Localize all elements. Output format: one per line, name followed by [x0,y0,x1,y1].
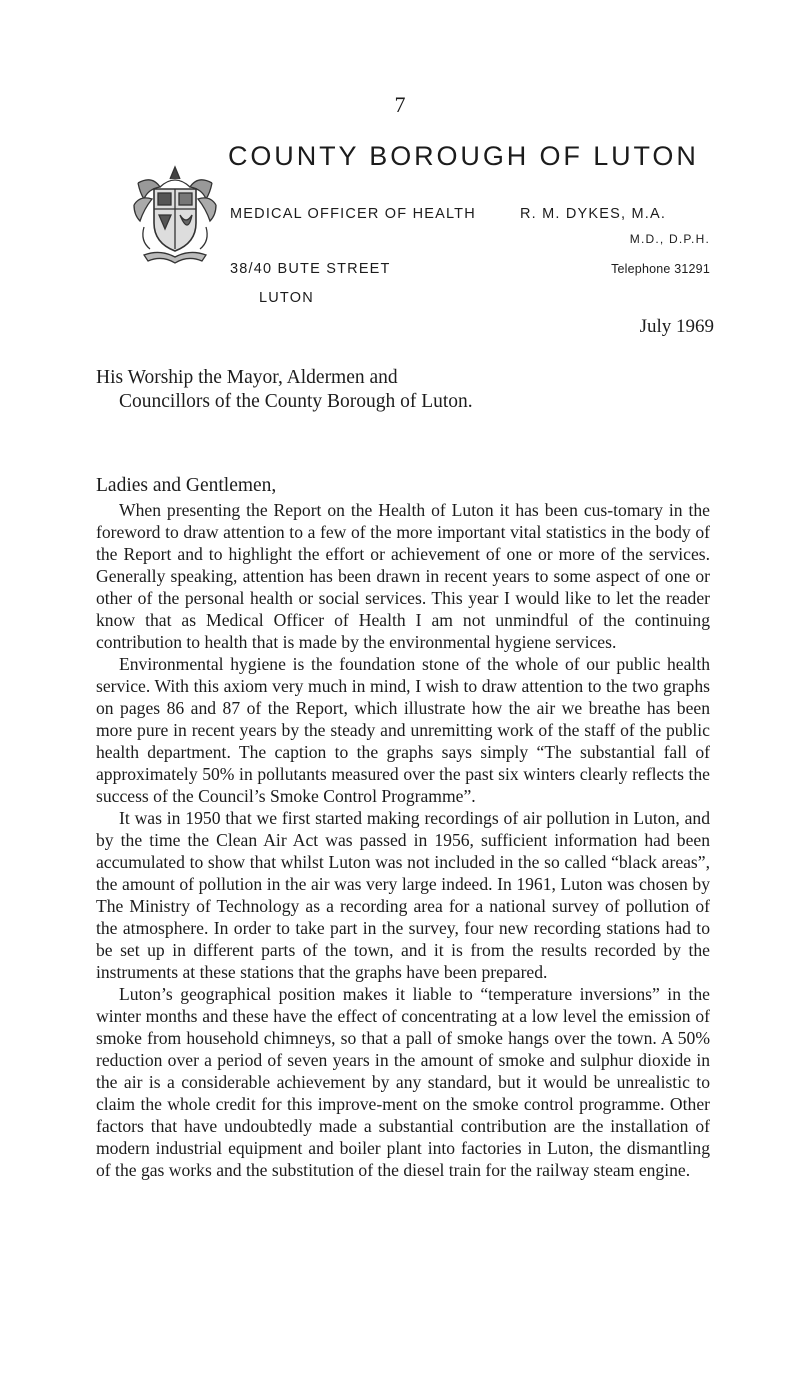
addressee-line: His Worship the Mayor, Aldermen and [96,367,398,388]
letter-body [96,499,710,1181]
addressee-line: Councillors of the County Borough of Luton. [119,391,473,412]
letterhead-town: LUTON [259,290,314,306]
addressee [96,366,473,414]
officer-name: R. M. DYKES, M.A. [520,206,667,222]
body-paragraph: When presenting the Report on the Health of Luton it has been cus-tomary in the foreword to draw attention to a few of the more important vital statistics in the body of the Report and to highlight the effort or achievement of one or more of the services. Generally speaking, attention has been drawn in recent years to some aspect of one or other of the personal health or social services. This year I would like to let the reader know that as Medical Officer of Health I am not unmindful of the continuing contribution to health that is made by the environmental hygiene services. [96,500,710,652]
body-paragraph: It was in 1950 that we first started making recordings of air pollution in Luton, and by the time the Clean Air Act was passed in 1956, sufficient information had been accumulated to show that whilst Luton was not included in the so called “black areas”, the amount of pollution in the air was very large indeed. In 1961, Luton was chosen by The Ministry of Technology as a recording area for a national survey of pollution of the atmosphere. In order to take part in the survey, four new recording stations had to be set up in different parts of the town, and it is from the results recorded by the instruments at these stations that the graphs have been prepared. [96,808,710,982]
salutation: Ladies and Gentlemen, [96,475,277,496]
telephone-number: Telephone 31291 [611,262,710,276]
letter-date: July 1969 [639,316,714,337]
page-number: 7 [394,92,406,117]
letterhead-title: COUNTY BOROUGH OF LUTON [228,141,699,171]
body-paragraph: Luton’s geographical position makes it liable to “temperature inversions” in the winter months and these have the effect of concentrating at a low level the emission of smoke from household chimneys, so that a pall of smoke hangs over the town. A 50% reduction over a period of seven years in the amount of smoke and sulphur dioxide in the air is a considerable achievement by any standard, but it would be unrealistic to claim the whole credit for this improve-ment on the smoke control programme. Other factors that have undoubtedly made a substantial contribution are the installation of modern industrial equipment and boiler plant into factories in Luton, the dismantling of the gas works and the substitution of the diesel train for the railway steam engine. [96,984,710,1180]
letterhead-street: 38/40 BUTE STREET [230,261,391,277]
body-paragraph: Environmental hygiene is the foundation stone of the whole of our public health service. With this axiom very much in mind, I wish to draw attention to the two graphs on pages 86 and 87 of the Report, which illustrate how the air we breathe has been more pure in recent years by the steady and unremitting work of the staff of the public health department. The caption to the graphs says simply “The substantial fall of approximately 50% in pollutants measured over the past six winters clearly reflects the success of the Council’s Smoke Control Programme”. [96,654,710,806]
borough-coat-of-arms-icon [130,165,220,265]
letterhead-office: MEDICAL OFFICER OF HEALTH [230,206,476,222]
officer-degrees: M.D., D.P.H. [629,232,710,246]
